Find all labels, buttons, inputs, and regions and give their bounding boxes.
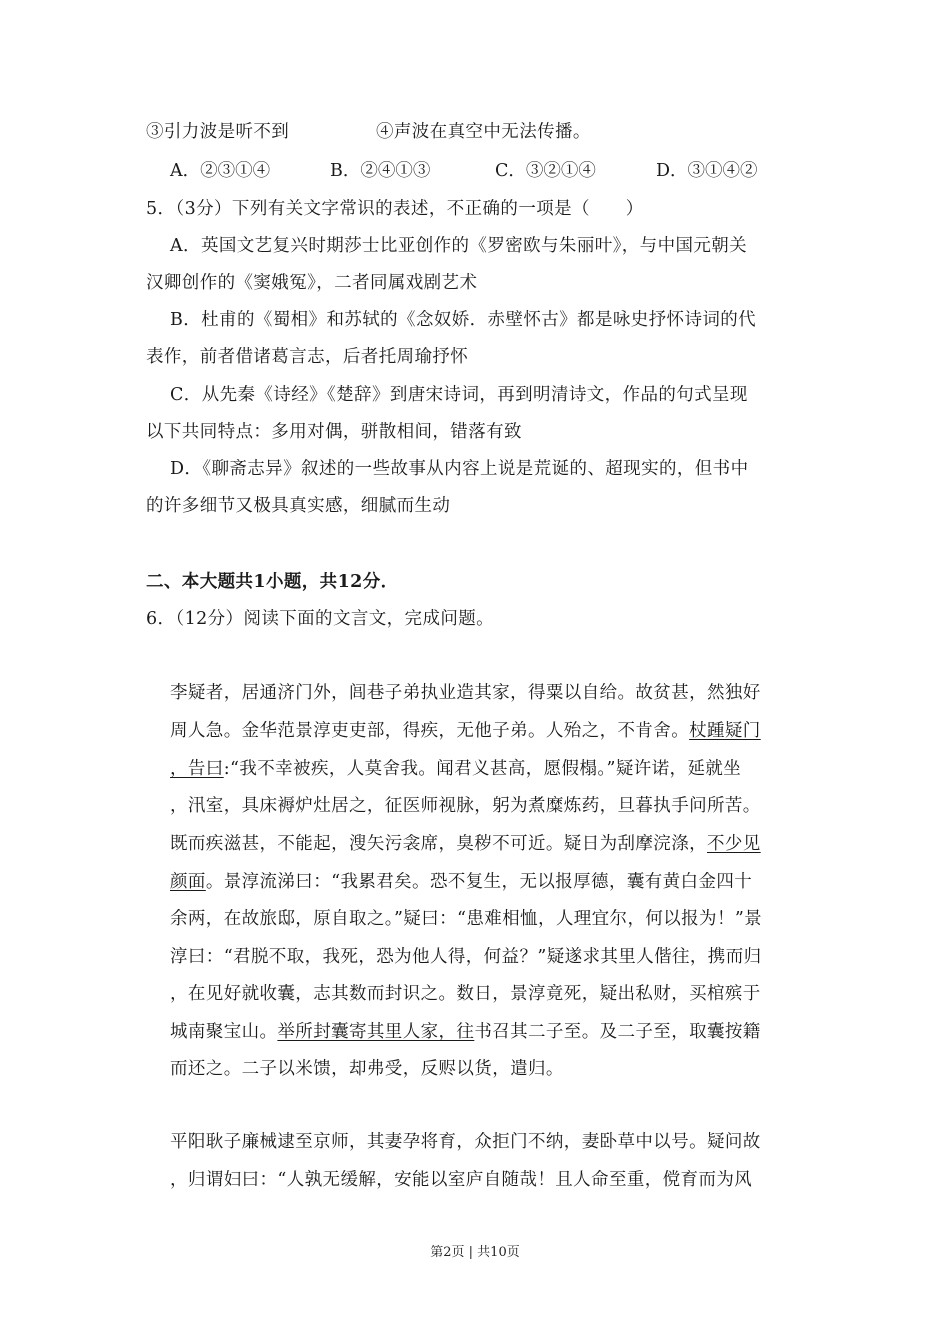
- passage-line: ，汛室，具床褥炉灶居之，征医师视脉，躬为煮糜炼药，旦暮执手问所苦。: [170, 796, 761, 816]
- passage-line: 平阳耿子廉械逮至京师，其妻孕将育，众拒门不纳，妻卧草中以号。疑问故: [170, 1132, 761, 1152]
- q6-stem: 6．（12分）阅读下面的文言文，完成问题。: [146, 609, 495, 629]
- q5-option-c-line1: C．从先秦《诗经》《楚辞》到唐宋诗词，再到明清诗文，作品的句式呈现: [170, 385, 748, 405]
- q5-option-a-line2: 汉卿创作的《窦娥冤》，二者同属戏剧艺术: [146, 273, 478, 293]
- passage-text: 周人急。金华范景淳吏吏部，得疾，无他子弟。人殆之，不肯舍。: [170, 721, 690, 741]
- q5-option-a-line1: A．英国文艺复兴时期莎士比亚创作的《罗密欧与朱丽叶》，与中国元朝关: [170, 236, 748, 256]
- underlined-phrase: 杖踵疑门: [689, 721, 761, 741]
- passage-line: 而还之。二子以米馈，却弗受，反赆以货，遣归。: [170, 1059, 564, 1079]
- passage-text: 既而疾滋甚，不能起，溲矢污衾席，臭秽不可近。疑日为刮摩浣涤，: [170, 834, 707, 854]
- section-heading: 二、本大题共1小题，共12分．: [146, 572, 399, 592]
- q4-item-4: ④声波在真空中无法传播。: [376, 122, 591, 142]
- q4-option-d: D．③①④②: [656, 161, 758, 181]
- passage-text: :“我不幸被疾，人莫舍我。闻君义甚高，愿假榻。”疑许诺，延就坐: [223, 759, 742, 779]
- underlined-phrase: 不少见: [707, 834, 761, 854]
- q5-option-d-line1: D．《聊斋志异》叙述的一些故事从内容上说是荒诞的、超现实的，但书中: [170, 459, 749, 479]
- underlined-phrase: 颜面: [170, 872, 206, 892]
- q5-option-b-line2: 表作，前者借诸葛言志，后者托周瑜抒怀: [146, 347, 469, 367]
- q5-stem: 5．（3分）下列有关文字常识的表述，不正确的一项是（ ）: [146, 199, 644, 219]
- passage-line: 淳曰：“君脱不取，我死，恐为他人得，何益？”疑遂求其里人偕往，携而归: [170, 947, 762, 967]
- page-footer: 第2页 | 共10页: [430, 1245, 520, 1260]
- q4-option-c: C．③②①④: [495, 161, 596, 181]
- passage-text: 书召其二子至。及二子至，取囊按籍: [474, 1022, 761, 1042]
- q4-option-b: B．②④①③: [330, 161, 431, 181]
- passage-line: 李疑者，居通济门外，闾巷子弟执业造其家，得粟以自给。故贫甚，然独好: [170, 683, 761, 703]
- passage-text: 城南聚宝山。: [170, 1022, 278, 1042]
- underlined-phrase: ，告曰: [170, 759, 224, 779]
- passage-line: [170, 832, 761, 856]
- q5-option-d-line2: 的许多细节又极具真实感，细腻而生动: [146, 496, 451, 516]
- q5-option-b-line1: B．杜甫的《蜀相》和苏轼的《念奴娇．赤壁怀古》都是咏史抒怀诗词的代: [170, 310, 757, 330]
- passage-line: [170, 719, 761, 743]
- passage-line: 余两，在故旅邸，原自取之。”疑曰：“患难相恤，人理宜尔，何以报为！”景: [170, 909, 763, 929]
- q5-option-c-line2: 以下共同特点：多用对偶，骈散相间，错落有致: [146, 422, 522, 442]
- passage-line: ，在见好就收囊，志其数而封识之。数日，景淳竟死，疑出私财，买棺殡于: [170, 984, 761, 1004]
- passage-line: ，归谓妇曰：“人孰无缓解，安能以室庐自随哉！且人命至重，傥育而为风: [170, 1170, 753, 1190]
- passage-line: [170, 1020, 761, 1044]
- passage-line: [170, 757, 741, 781]
- q4-item-3: ③引力波是听不到: [146, 122, 290, 142]
- passage-text: 。景淳流涕曰：“我累君矣。恐不复生，无以报厚德，囊有黄白金四十: [205, 872, 753, 892]
- passage-line: [170, 870, 752, 894]
- q4-option-a: A．②③①④: [170, 161, 271, 181]
- underlined-phrase: 举所封囊寄其里人家，往: [277, 1022, 475, 1042]
